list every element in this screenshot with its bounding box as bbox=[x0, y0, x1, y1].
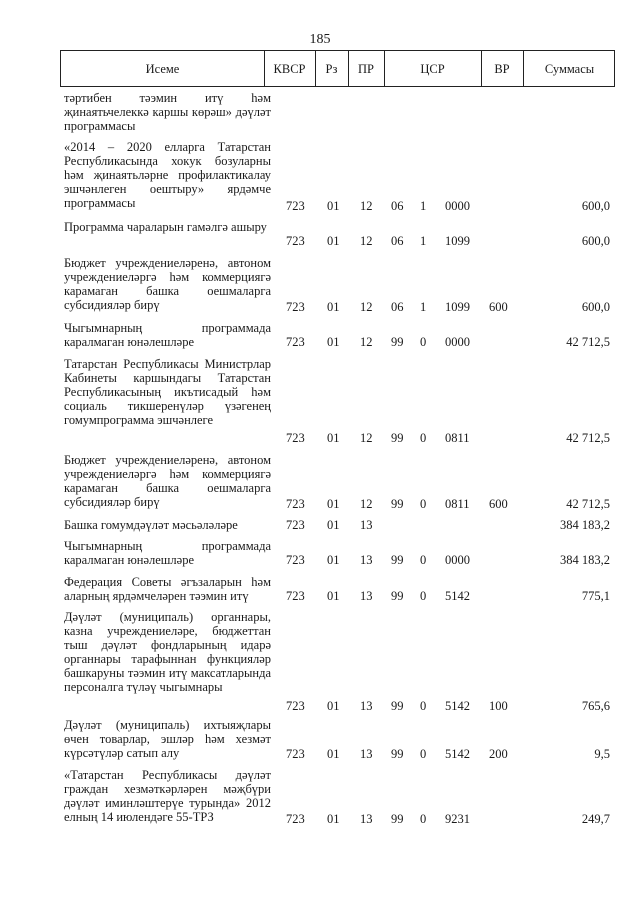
row-csr1: 06 bbox=[391, 234, 404, 248]
row-csr2: 0 bbox=[420, 497, 427, 511]
header-kvsr: КВСР bbox=[273, 62, 306, 76]
row-csr2: 1 bbox=[420, 300, 427, 314]
row-csr1: 06 bbox=[391, 199, 404, 213]
row-csr1: 99 bbox=[391, 553, 404, 567]
row-sum: 9,5 bbox=[594, 747, 610, 761]
row-sum: 249,7 bbox=[581, 812, 610, 826]
row-rz: 01 bbox=[327, 747, 340, 761]
row-pr: 12 bbox=[360, 497, 373, 511]
row-rz: 01 bbox=[327, 699, 340, 713]
table-row bbox=[0, 453, 640, 511]
row-sum: 775,1 bbox=[581, 589, 610, 603]
row-pr: 12 bbox=[360, 335, 373, 349]
row-csr2: 0 bbox=[420, 747, 427, 761]
row-csr3: 0000 bbox=[445, 199, 470, 213]
row-csr2: 1 bbox=[420, 199, 427, 213]
header-vr: ВР bbox=[494, 62, 510, 76]
row-csr3: 1099 bbox=[445, 300, 470, 314]
row-sum: 384 183,2 bbox=[560, 518, 610, 532]
page-number: 185 bbox=[309, 32, 331, 47]
row-kvsr: 723 bbox=[286, 699, 305, 713]
header-pr: ПР bbox=[358, 62, 374, 76]
row-kvsr: 723 bbox=[286, 812, 305, 826]
row-csr1: 99 bbox=[391, 431, 404, 445]
row-pr: 13 bbox=[360, 553, 373, 567]
row-name: Чыгымнарның программада каралмаган юнәлешләре bbox=[64, 321, 271, 349]
table-header bbox=[60, 50, 615, 87]
row-csr3: 1099 bbox=[445, 234, 470, 248]
table-row bbox=[0, 539, 640, 567]
row-name: Бюджет учреждениеләренә, автоном учреждениеләргә һәм коммерциягә карамаган башка оешмаларга субсидияләр бирү bbox=[64, 256, 271, 312]
row-kvsr: 723 bbox=[286, 199, 305, 213]
row-csr2: 0 bbox=[420, 589, 427, 603]
row-rz: 01 bbox=[327, 589, 340, 603]
table-row bbox=[0, 518, 640, 532]
row-pr: 12 bbox=[360, 234, 373, 248]
row-rz: 01 bbox=[327, 812, 340, 826]
row-pr: 13 bbox=[360, 699, 373, 713]
row-kvsr: 723 bbox=[286, 589, 305, 603]
header-rz: Рз bbox=[325, 62, 338, 76]
row-csr2: 0 bbox=[420, 812, 427, 826]
row-csr3: 0811 bbox=[445, 431, 470, 445]
row-csr3: 9231 bbox=[445, 812, 470, 826]
row-kvsr: 723 bbox=[286, 497, 305, 511]
row-kvsr: 723 bbox=[286, 747, 305, 761]
row-csr1: 99 bbox=[391, 699, 404, 713]
table-row bbox=[0, 575, 640, 603]
row-csr3: 5142 bbox=[445, 699, 470, 713]
table-row bbox=[0, 610, 640, 713]
table-row bbox=[0, 220, 640, 248]
row-vr: 100 bbox=[489, 699, 508, 713]
row-kvsr: 723 bbox=[286, 335, 305, 349]
row-csr3: 0000 bbox=[445, 335, 470, 349]
row-rz: 01 bbox=[327, 518, 340, 532]
row-pr: 13 bbox=[360, 589, 373, 603]
row-pr: 12 bbox=[360, 199, 373, 213]
row-sum: 42 712,5 bbox=[566, 497, 610, 511]
row-pr: 13 bbox=[360, 812, 373, 826]
row-csr1: 99 bbox=[391, 812, 404, 826]
table-row bbox=[0, 140, 640, 213]
row-sum: 42 712,5 bbox=[566, 335, 610, 349]
row-csr1: 99 bbox=[391, 747, 404, 761]
row-name: Программа чараларын гамәлгә ашыру bbox=[64, 220, 267, 234]
row-csr3: 5142 bbox=[445, 747, 470, 761]
row-sum: 600,0 bbox=[581, 234, 610, 248]
row-kvsr: 723 bbox=[286, 431, 305, 445]
row-name: «Татарстан Республикасы дәүләт граждан хезмәткәрләрен мәҗбүри дәүләт иминләштерүе турында» 2012 елның 14 июлендәге 55-ТРЗ bbox=[64, 768, 271, 824]
row-name: Дәүләт (муниципаль) ихтыяҗлары өчен товарлар, эшләр һәм хезмәт күрсәтүләр сатып алу bbox=[64, 718, 271, 760]
row-csr3: 0811 bbox=[445, 497, 470, 511]
row-name: Бюджет учреждениеләренә, автоном учреждениеләргә һәм коммерциягә карамаган башка оешмаларга субсидияләр бирү bbox=[64, 453, 271, 509]
header-name: Исеме bbox=[145, 62, 180, 76]
row-rz: 01 bbox=[327, 199, 340, 213]
row-rz: 01 bbox=[327, 300, 340, 314]
row-name: Федерация Советы әгъзаларын һәм аларның ярдәмчеләрен тәэмин итү bbox=[64, 575, 271, 603]
table-row bbox=[0, 91, 640, 133]
row-rz: 01 bbox=[327, 431, 340, 445]
row-vr: 200 bbox=[489, 747, 508, 761]
row-kvsr: 723 bbox=[286, 553, 305, 567]
row-csr1: 06 bbox=[391, 300, 404, 314]
row-sum: 384 183,2 bbox=[560, 553, 610, 567]
row-name: тәртибен тәэмин итү һәм җинаятьчелеккә каршы көрәш» дәүләт программасы bbox=[64, 91, 271, 133]
row-rz: 01 bbox=[327, 497, 340, 511]
header-csr: ЦСР bbox=[420, 62, 445, 76]
row-sum: 765,6 bbox=[581, 699, 610, 713]
row-csr1: 99 bbox=[391, 589, 404, 603]
row-name: «2014 – 2020 елларга Татарстан Республикасында хокук бозуларны һәм җинаятьләрне профилактикалау эшчәнлеген оештыру» ярдәмче программасы bbox=[64, 140, 271, 210]
row-csr2: 0 bbox=[420, 431, 427, 445]
row-sum: 600,0 bbox=[581, 300, 610, 314]
table-row bbox=[0, 768, 640, 826]
row-pr: 13 bbox=[360, 747, 373, 761]
row-csr2: 0 bbox=[420, 335, 427, 349]
header-sum: Суммасы bbox=[544, 62, 595, 76]
row-rz: 01 bbox=[327, 553, 340, 567]
table-row bbox=[0, 321, 640, 349]
row-csr1: 99 bbox=[391, 497, 404, 511]
row-csr2: 1 bbox=[420, 234, 427, 248]
table-row bbox=[0, 357, 640, 445]
row-csr2: 0 bbox=[420, 553, 427, 567]
row-pr: 13 bbox=[360, 518, 373, 532]
table-row bbox=[0, 256, 640, 314]
table-row bbox=[0, 718, 640, 761]
row-sum: 42 712,5 bbox=[566, 431, 610, 445]
row-sum: 600,0 bbox=[581, 199, 610, 213]
row-name: Дәүләт (муниципаль) органнары, казна учреждениеләре, бюджеттан тыш дәүләт фондларының идарә органнары тарафыннан функцияләр башкаруны тәэмин итү максатларында персоналга түләү чыгымнары bbox=[64, 610, 271, 694]
row-kvsr: 723 bbox=[286, 518, 305, 532]
row-rz: 01 bbox=[327, 234, 340, 248]
row-csr3: 0000 bbox=[445, 553, 470, 567]
row-vr: 600 bbox=[489, 300, 508, 314]
row-csr2: 0 bbox=[420, 699, 427, 713]
row-name: Чыгымнарның программада каралмаган юнәлешләре bbox=[64, 539, 271, 567]
row-rz: 01 bbox=[327, 335, 340, 349]
row-csr1: 99 bbox=[391, 335, 404, 349]
row-pr: 12 bbox=[360, 431, 373, 445]
row-name: Татарстан Республикасы Министрлар Кабинеты каршындагы Татарстан Республикасының икътисадый һәм социаль тикшеренүләр үзәгенең гомумпрограмма эшчәнлеге bbox=[64, 357, 271, 427]
row-pr: 12 bbox=[360, 300, 373, 314]
row-name: Башка гомумдәүләт мәсьәләләре bbox=[64, 518, 238, 532]
row-vr: 600 bbox=[489, 497, 508, 511]
row-kvsr: 723 bbox=[286, 234, 305, 248]
row-kvsr: 723 bbox=[286, 300, 305, 314]
row-csr3: 5142 bbox=[445, 589, 470, 603]
